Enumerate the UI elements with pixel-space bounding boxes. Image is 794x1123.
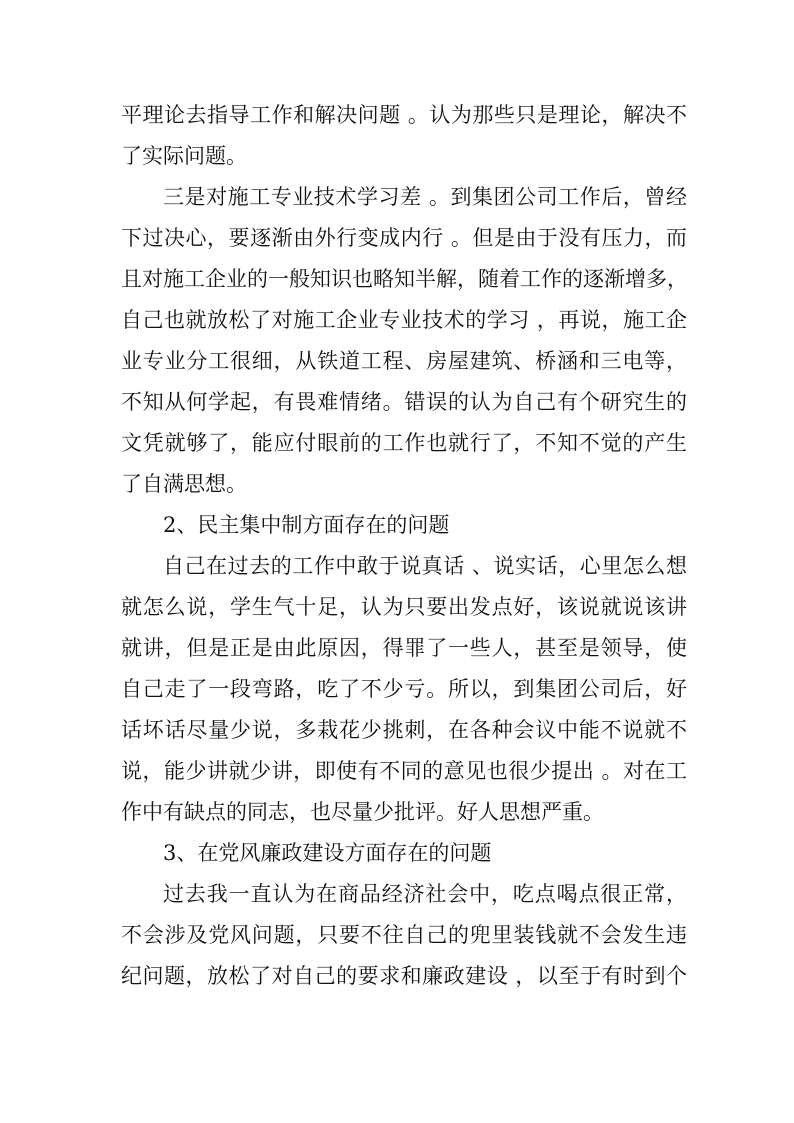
section-heading: 3、在党风廉政建设方面存在的问题	[163, 841, 492, 865]
text-line: 就怎么说，学生气十足，认为只要出发点好，该说就说该讲	[121, 595, 687, 619]
text-line: 不知从何学起，有畏难情绪。错误的认为自己有个研究生的	[121, 390, 687, 414]
text-line: 作中有缺点的同志，也尽量少批评。好人思想严重。	[121, 800, 604, 824]
text-line: 就讲，但是正是由此原因，得罪了一些人，甚至是领导，使	[121, 636, 687, 660]
text-line: 自己走了一段弯路，吃了不少亏。所以，到集团公司后，好	[121, 677, 687, 701]
text-line: 下过决心，要逐渐由外行变成内行 。但是由于没有压力，而	[121, 226, 687, 250]
text-line: 话坏话尽量少说，多栽花少挑刺，在各种会议中能不说就不	[121, 718, 687, 742]
document-body	[121, 95, 687, 997]
text-line: 平理论去指导工作和解决问题 。认为那些只是理论，解决不	[121, 103, 687, 127]
text-line: 且对施工企业的一般知识也略知半解，随着工作的逐渐增多，	[121, 267, 688, 291]
section-heading: 2、民主集中制方面存在的问题	[163, 513, 450, 537]
text-line: 说，能少讲就少讲，即使有不同的意见也很少提出 。对在工	[121, 759, 687, 783]
text-line: 不会涉及党风问题，只要不往自己的兜里装钱就不会发生违	[121, 923, 687, 947]
paragraph-first-line: 自己在过去的工作中敢于说真话 、说实话，心里怎么想	[163, 554, 687, 578]
text-line: 文凭就够了，能应付眼前的工作也就行了，不知不觉的产生	[121, 431, 687, 455]
text-line: 了自满思想。	[121, 472, 247, 496]
text-line: 业专业分工很细，从铁道工程、房屋建筑、桥涵和三电等，	[121, 349, 687, 373]
paragraph-first-line: 三是对施工专业技术学习差 。到集团公司工作后，曾经	[163, 185, 687, 209]
text-line: 自己也就放松了对施工企业专业技术的学习 ，再说，施工企	[121, 308, 687, 332]
text-line: 了实际问题。	[121, 144, 247, 168]
text-line: 纪问题，放松了对自己的要求和廉政建设 ，以至于有时到个	[121, 964, 687, 988]
paragraph-first-line: 过去我一直认为在商品经济社会中，吃点喝点很正常，	[163, 882, 687, 906]
